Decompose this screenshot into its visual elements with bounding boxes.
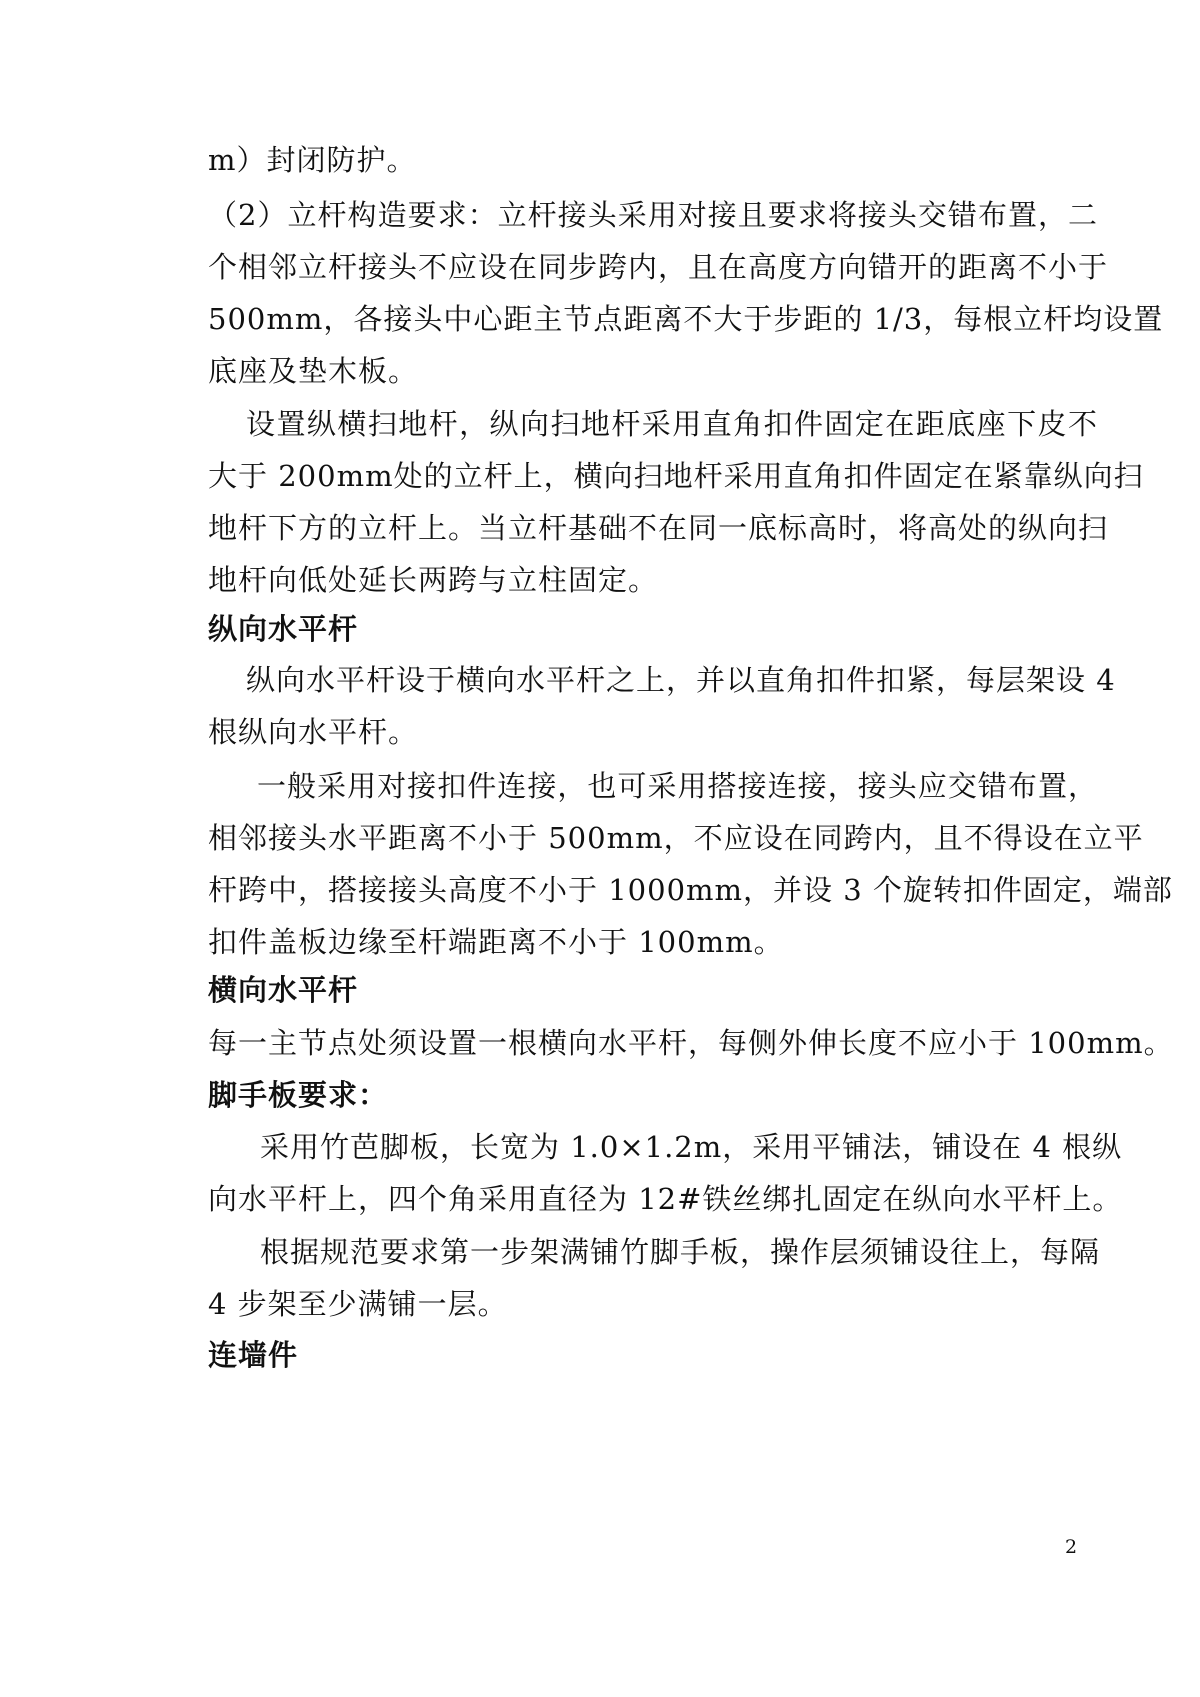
paragraph-line: m）封闭防护。 (208, 143, 417, 177)
paragraph-line: 每一主节点处须设置一根横向水平杆，每侧外伸长度不应小于 100mm。 (208, 1026, 1174, 1060)
paragraph-line: （2）立杆构造要求：立杆接头采用对接且要求将接头交错布置，二 (208, 198, 1098, 232)
paragraph-line: 设置纵横扫地杆，纵向扫地杆采用直角扣件固定在距底座下皮不 (246, 407, 1098, 441)
paragraph-line: 根据规范要求第一步架满铺竹脚手板，操作层须铺设往上，每隔 (260, 1235, 1101, 1269)
paragraph-line: 500mm，各接头中心距主节点距离不大于步距的 1/3，每根立杆均设置 (208, 302, 1164, 336)
paragraph-line: 采用竹芭脚板，长宽为 1.0×1.2m，采用平铺法，铺设在 4 根纵 (260, 1130, 1123, 1164)
paragraph-line: 地杆向低处延长两跨与立柱固定。 (208, 563, 659, 597)
section-heading-transverse-bar: 横向水平杆 (208, 973, 359, 1007)
paragraph-line: 纵向水平杆设于横向水平杆之上，并以直角扣件扣紧，每层架设 4 (246, 663, 1116, 697)
paragraph-line: 地杆下方的立杆上。当立杆基础不在同一底标高时，将高处的纵向扫 (208, 511, 1109, 545)
paragraph-line: 向水平杆上，四个角采用直径为 12#铁丝绑扎固定在纵向水平杆上。 (208, 1182, 1123, 1216)
paragraph-line: 杆跨中，搭接接头高度不小于 1000mm，并设 3 个旋转扣件固定，端部 (208, 873, 1173, 907)
section-heading-wall-ties: 连墙件 (208, 1338, 299, 1372)
section-heading-scaffold-board: 脚手板要求： (208, 1078, 389, 1112)
paragraph-line: 个相邻立杆接头不应设在同步跨内，且在高度方向错开的距离不小于 (208, 250, 1109, 284)
paragraph-line: 4 步架至少满铺一层。 (208, 1287, 508, 1321)
section-heading-longitudinal-bar: 纵向水平杆 (208, 612, 359, 646)
paragraph-line: 一般采用对接扣件连接，也可采用搭接连接，接头应交错布置， (257, 769, 1098, 803)
page-number: 2 (1065, 1536, 1078, 1558)
paragraph-line: 底座及垫木板。 (208, 354, 419, 388)
paragraph-line: 扣件盖板边缘至杆端距离不小于 100mm。 (208, 925, 784, 959)
paragraph-line: 根纵向水平杆。 (208, 715, 419, 749)
paragraph-line: 相邻接头水平距离不小于 500mm，不应设在同跨内，且不得设在立平 (208, 821, 1144, 855)
paragraph-line: 大于 200mm处的立杆上，横向扫地杆采用直角扣件固定在紧靠纵向扫 (208, 459, 1144, 493)
